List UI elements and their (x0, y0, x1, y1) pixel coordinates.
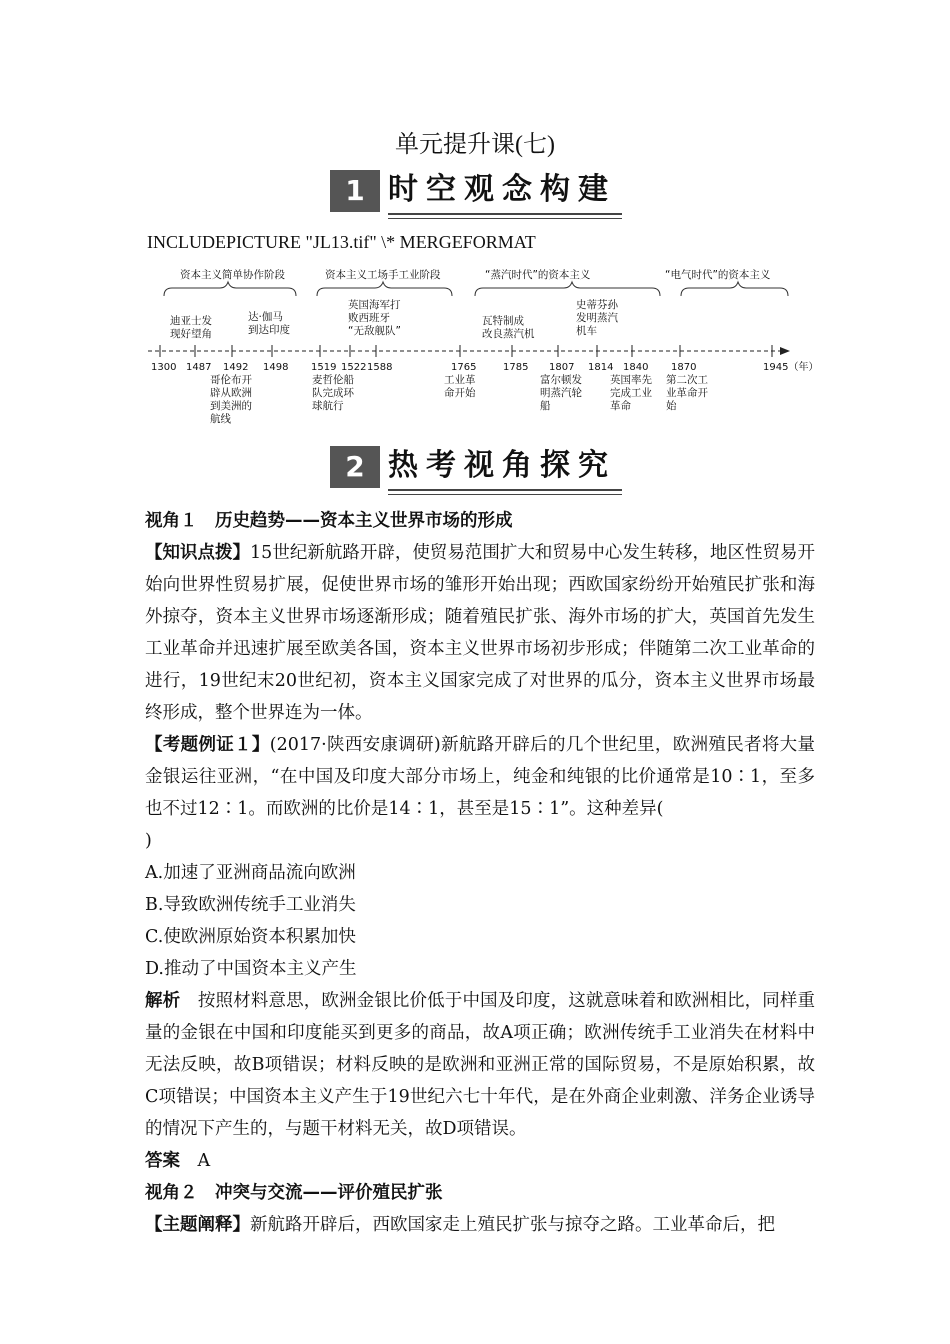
section-number: 1 (330, 170, 380, 212)
year-label: 1498 (263, 362, 289, 373)
event-below: 第二次工业革命开始 (666, 374, 708, 412)
option-b: B.导致欧洲传统手工业消失 (145, 895, 356, 915)
include-picture-field: INCLUDEPICTURE "JL13.tif" \* MERGEFORMAT (147, 232, 536, 252)
year-label: 1870 (671, 362, 697, 373)
phase-label: “电气时代”的资本主义 (665, 269, 771, 281)
event-below: 工业革命开始 (444, 374, 476, 399)
event-above: 英国海军打败西班牙“无敌舰队” (348, 299, 401, 337)
phase-bracket (317, 282, 452, 296)
example-paren: ) (145, 831, 152, 851)
timeline-chart (140, 258, 819, 430)
year-label: 1814 (588, 362, 614, 373)
axis-arrow (780, 347, 790, 355)
phase-bracket (681, 282, 788, 296)
year-label: 1785 (503, 362, 529, 373)
phase-label: 资本主义简单协作阶段 (180, 269, 285, 281)
section-title: 时空观念构建 (388, 172, 616, 207)
year-label: 1840 (623, 362, 649, 373)
angle-heading: 视角１ 历史趋势——资本主义世界市场的形成 (145, 511, 513, 531)
year-label: 1519 (311, 362, 337, 373)
body-text (145, 505, 815, 1241)
year-label: 1487 (186, 362, 212, 373)
event-above: 达·伽马到达印度 (248, 311, 290, 336)
year-label: 1807 (549, 362, 575, 373)
year-label: 1588 (367, 362, 393, 373)
angle-heading: 视角２ 冲突与交流——评价殖民扩张 (145, 1183, 443, 1203)
analysis-paragraph: 解析 按照材料意思，欧洲金银比价低于中国及印度，这就意味着和欧洲相比，同样重量的金银在中国和印度能买到更多的商品，故A项正确；欧洲传统手工业消失在材料中无法反映，故B项错误；材料反映的是欧洲和亚洲正常的国际贸易，不是原始积累，故C项错误；中国资本主义产生于19世纪六七十年代，是在外商企业刺激、洋务企业诱导的情况下产生的，与题干材料无关，故D项错误。 (145, 991, 816, 1139)
knowledge-paragraph: 【知识点拨】15世纪新航路开辟，使贸易范围扩大和贸易中心发生转移，地区性贸易开始向世界性贸易扩展，促使世界市场的雏形开始出现；西欧国家纷纷开始殖民扩张和海外掠夺，资本主义世界市场逐渐形成；随着殖民扩张、海外市场的扩大，英国首先发生工业革命并迅速扩展至欧美各国，资本主义世界市场初步形成；伴随第二次工业革命的进行，19世纪末20世纪初，资本主义国家完成了对世界的瓜分，资本主义世界市场最终形成，整个世界连为一体。 (145, 543, 815, 723)
event-above: 史蒂芬孙发明蒸汽机车 (576, 299, 618, 337)
event-below: 富尔顿发明蒸汽轮船 (540, 374, 582, 412)
option-d: D.推动了中国资本主义产生 (145, 959, 357, 979)
year-label: 1522 (341, 362, 367, 373)
phase-bracket (475, 282, 660, 296)
year-label: 1765 (451, 362, 477, 373)
section-banner-2 (330, 446, 622, 496)
section-banner-1 (330, 170, 622, 220)
event-below: 英国率先完成工业革命 (610, 374, 652, 412)
year-label: 1945（年） (763, 362, 819, 373)
theme-paragraph: 【主题阐释】新航路开辟后，西欧国家走上殖民扩张与掠夺之路。工业革命后，把 (145, 1215, 775, 1235)
event-below: 麦哲伦船队完成环球航行 (312, 374, 354, 412)
event-above: 迪亚士发现好望角 (170, 315, 212, 340)
phase-bracket (164, 282, 296, 296)
section-number: 2 (330, 446, 380, 488)
year-label: 1300 (151, 362, 177, 373)
phase-label: “蒸汽时代”的资本主义 (485, 269, 591, 281)
answer-line: 答案 A (145, 1151, 211, 1171)
event-below: 哥伦布开辟从欧洲到美洲的航线 (210, 374, 252, 425)
year-label: 1492 (223, 362, 249, 373)
page-title: 单元提升课(七) (395, 132, 555, 158)
event-above: 瓦特制成改良蒸汽机 (482, 315, 535, 340)
section-title: 热考视角探究 (388, 448, 616, 483)
example-paragraph: 【考题例证１】(2017·陕西安康调研)新航路开辟后的几个世纪里，欧洲殖民者将大量金银运往亚洲，“在中国及印度大部分市场上，纯金和纯银的比价通常是10∶1，至多也不过12∶1。而欧洲的比价是14∶1，甚至是15∶1”。这种差异( (145, 735, 815, 819)
option-c: C.使欧洲原始资本积累加快 (145, 927, 356, 947)
option-a: A.加速了亚洲商品流向欧洲 (145, 863, 356, 883)
phase-label: 资本主义工场手工业阶段 (325, 269, 441, 281)
